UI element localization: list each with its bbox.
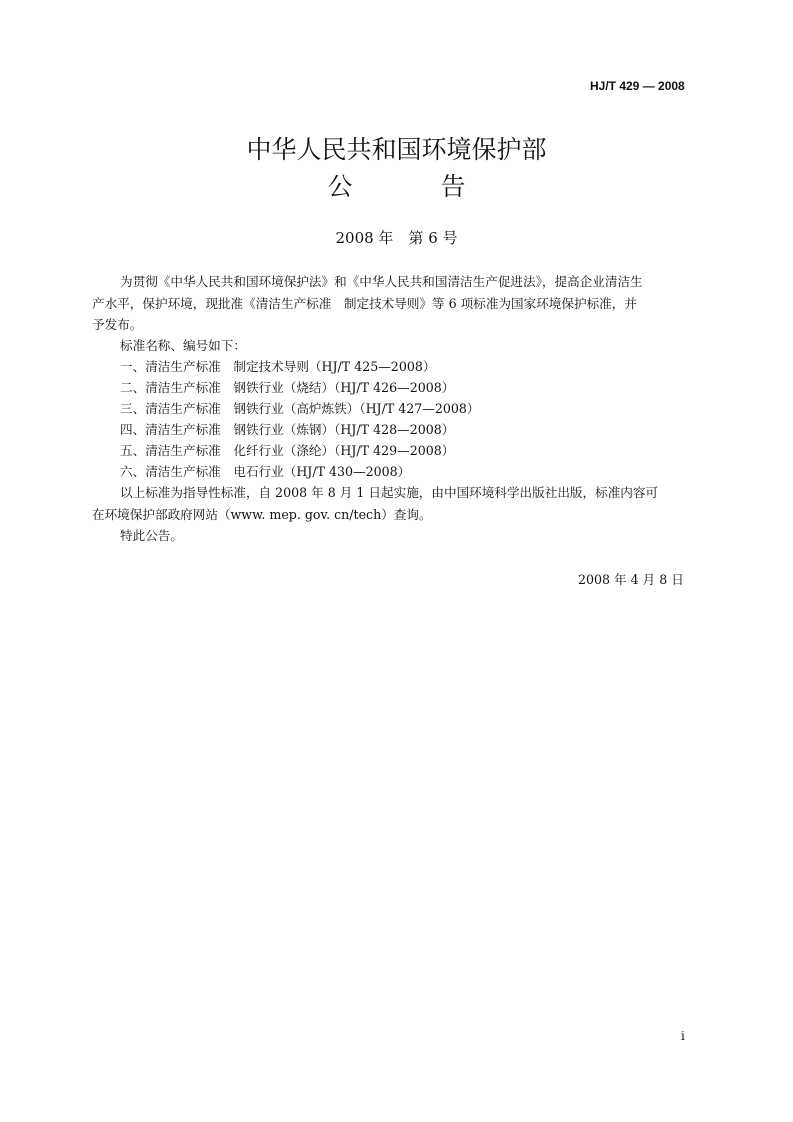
ministry-title: 中华人民共和国环境保护部 bbox=[246, 135, 547, 164]
notice-text: 特此公告。 bbox=[120, 528, 183, 543]
standard-item: 一、清洁生产标准 制定技术导则（HJ/T 425—2008） bbox=[120, 359, 436, 374]
announcement-title: 公告 bbox=[327, 172, 554, 201]
standard-item: 三、清洁生产标准 钢铁行业（高炉炼铁）（HJ/T 427—2008） bbox=[120, 401, 480, 416]
intro-line: 为贯彻《中华人民共和国环境保护法》和《中华人民共和国清洁生产促进法》，提高企业清洁生 bbox=[120, 274, 643, 289]
page-number: i bbox=[681, 1029, 685, 1043]
closing-line: 以上标准为指导性标准，自 2008 年 8 月 1 日起实施，由中国环境科学出版社出版，标准内容可 bbox=[120, 485, 659, 500]
issue-number: 2008 年 第 6 号 bbox=[335, 229, 458, 247]
standard-item: 五、清洁生产标准 化纤行业（涤纶）（HJ/T 429—2008） bbox=[120, 443, 455, 458]
intro-line: 予发布。 bbox=[92, 317, 143, 332]
document-code: HJ/T 429 — 2008 bbox=[590, 79, 685, 93]
closing-line: 在环境保护部政府网站（www. mep. gov. cn/tech）查询。 bbox=[92, 507, 432, 522]
standard-item: 四、清洁生产标准 钢铁行业（炼钢）（HJ/T 428—2008） bbox=[120, 422, 455, 437]
standard-item: 二、清洁生产标准 钢铁行业（烧结）（HJ/T 426—2008） bbox=[120, 380, 455, 395]
list-header: 标准名称、编号如下： bbox=[120, 338, 246, 353]
standard-item: 六、清洁生产标准 电石行业（HJ/T 430—2008） bbox=[120, 464, 411, 479]
issue-date: 2008 年 4 月 8 日 bbox=[578, 572, 684, 587]
intro-line: 产水平，保护环境，现批准《清洁生产标准 制定技术导则》等 6 项标准为国家环境保护标准，并 bbox=[92, 296, 637, 311]
